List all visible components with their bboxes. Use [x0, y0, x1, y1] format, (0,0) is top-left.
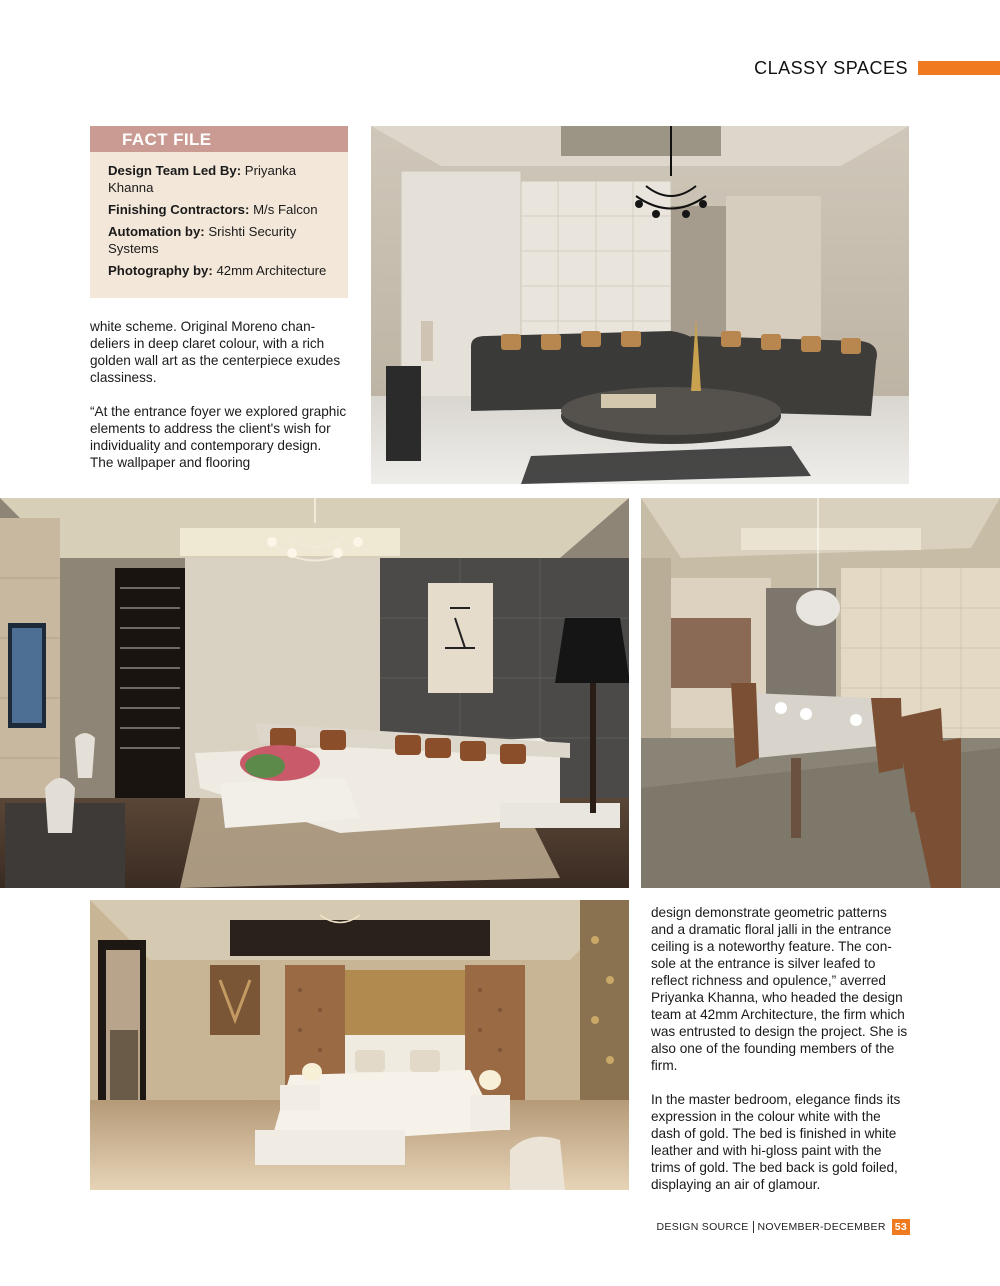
bedroom-photo	[90, 900, 629, 1190]
fact-label: Finishing Contractors:	[108, 202, 250, 217]
fact-row-design-team	[108, 162, 334, 196]
fact-row-automation	[108, 223, 334, 257]
page-footer	[657, 1218, 910, 1236]
fact-value: Priyanka Khanna	[108, 163, 297, 195]
fact-label: Design Team Led By:	[108, 163, 242, 178]
fact-row-photography	[108, 262, 334, 279]
fact-value: Srishti Security Systems	[108, 224, 297, 256]
fact-label: Automation by:	[108, 224, 205, 239]
fact-label: Photography by:	[108, 263, 213, 278]
paragraph: design demonstrate geometric patterns and a dramatic floral jalli in the entrance ceiling is a noteworthy feature. The con-sole at the entrance is silver leafed to reflect richness and opulence,” averred Priyanka Khanna, who headed the design team at 42mm Architecture, the firm which was entrusted to design the project. She is also one of the founding members of the firm.	[651, 905, 908, 1073]
fact-file-box	[90, 126, 348, 298]
fact-file-title: FACT FILE	[90, 126, 348, 152]
footer-divider	[753, 1221, 754, 1233]
publication-name: DESIGN SOURCE	[656, 1221, 749, 1233]
page-number: 53	[892, 1219, 910, 1235]
section-header	[754, 58, 1000, 78]
issue-date: NOVEMBER-DECEMBER	[757, 1221, 886, 1233]
paragraph: “At the entrance foyer we explored graphic elements to address the client's wish for individuality and contemporary design. The wallpaper and flooring	[90, 404, 347, 470]
fact-value: 42mm Architecture	[212, 263, 327, 278]
fact-value: M/s Falcon	[249, 202, 318, 217]
section-accent-bar	[918, 61, 1000, 75]
section-title: CLASSY SPACES	[754, 57, 908, 78]
left-text-column	[90, 318, 348, 488]
lounge-photo	[0, 498, 629, 888]
fact-row-contractors	[108, 201, 334, 218]
paragraph: white scheme. Original Moreno chan-deliers in deep claret colour, with a rich golden wall art as the centerpiece exudes classiness.	[90, 319, 341, 385]
dining-room-photo	[641, 498, 1000, 888]
living-room-photo	[371, 126, 909, 484]
right-text-column	[651, 904, 911, 1210]
paragraph: In the master bedroom, elegance finds its expression in the colour white with the dash of gold. The bed is finished in white leather and with hi-gloss paint with the trims of gold. The bed back is gold foiled, displaying an air of glamour.	[651, 1092, 901, 1192]
